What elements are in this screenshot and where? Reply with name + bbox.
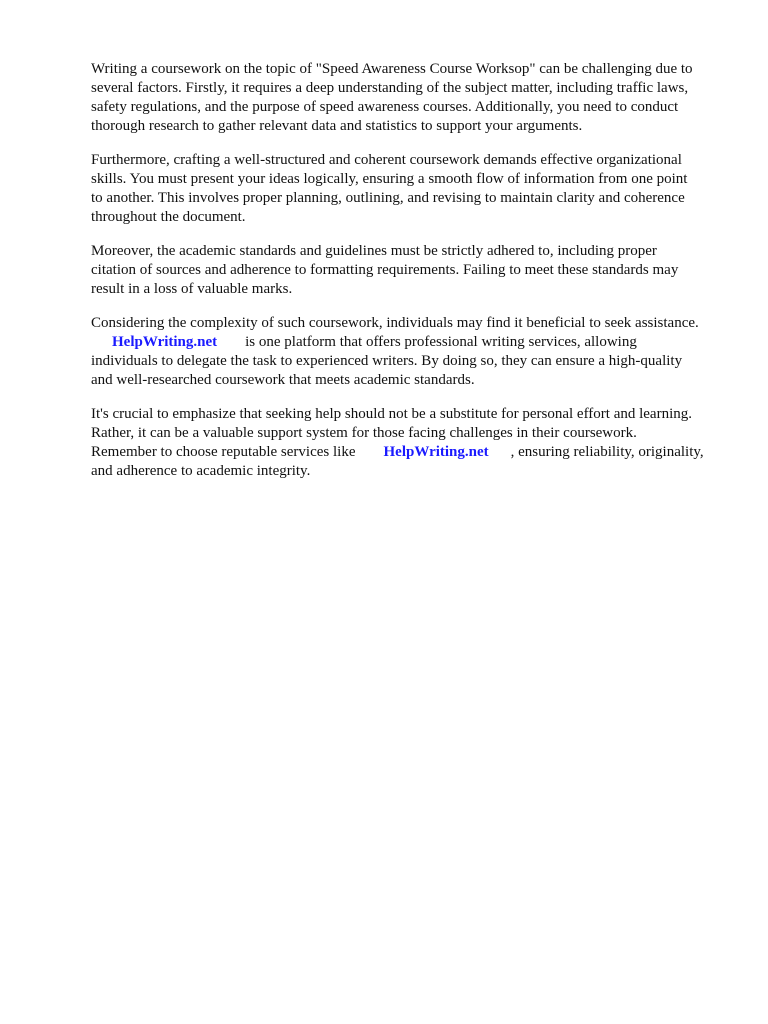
text-line-with-link [91,443,761,462]
text-line: Rather, it can be a valuable support system for those facing challenges in their coursework. [91,425,637,441]
paragraph-standards [91,242,761,299]
paragraph-conclusion [91,405,761,481]
text-line: Writing a coursework on the topic of "Speed Awareness Course Worksop" can be challenging due to [91,61,693,77]
helpwriting-link[interactable]: HelpWriting.net [383,444,489,460]
text-line: It's crucial to emphasize that seeking help should not be a substitute for personal effort and learning. [91,406,693,422]
text-line: throughout the document. [91,209,246,225]
paragraph-organization [91,151,761,227]
text-line-with-link [91,333,761,352]
text-line: several factors. Firstly, it requires a deep understanding of the subject matter, including traffic laws, [91,80,689,96]
text-line: to another. This involves proper planning, outlining, and revising to maintain clarity and coherence [91,190,685,206]
helpwriting-link[interactable]: HelpWriting.net [112,334,218,350]
paragraph-intro [91,60,761,136]
text-line: Considering the complexity of such coursework, individuals may find it beneficial to seek assistance. [91,315,699,331]
text-line: citation of sources and adherence to formatting requirements. Failing to meet these standards may [91,262,679,278]
text-line: thorough research to gather relevant data and statistics to support your arguments. [91,118,583,134]
text-line: and adherence to academic integrity. [91,463,311,479]
text-segment: , ensuring reliability, originality, [510,444,704,460]
text-line: skills. You must present your ideas logically, ensuring a smooth flow of information from one point [91,171,688,187]
text-line: and well-researched coursework that meets academic standards. [91,372,475,388]
text-segment: Remember to choose reputable services like [91,444,356,460]
text-line: safety regulations, and the purpose of speed awareness courses. Additionally, you need to conduct [91,99,679,115]
document-body [91,60,761,496]
paragraph-assistance [91,314,761,390]
text-line: result in a loss of valuable marks. [91,281,293,297]
text-line: individuals to delegate the task to experienced writers. By doing so, they can ensure a high-quality [91,353,683,369]
text-segment: is one platform that offers professional writing services, allowing [245,334,637,350]
text-line: Moreover, the academic standards and guidelines must be strictly adhered to, including proper [91,243,657,259]
text-line: Furthermore, crafting a well-structured and coherent coursework demands effective organizational [91,152,682,168]
